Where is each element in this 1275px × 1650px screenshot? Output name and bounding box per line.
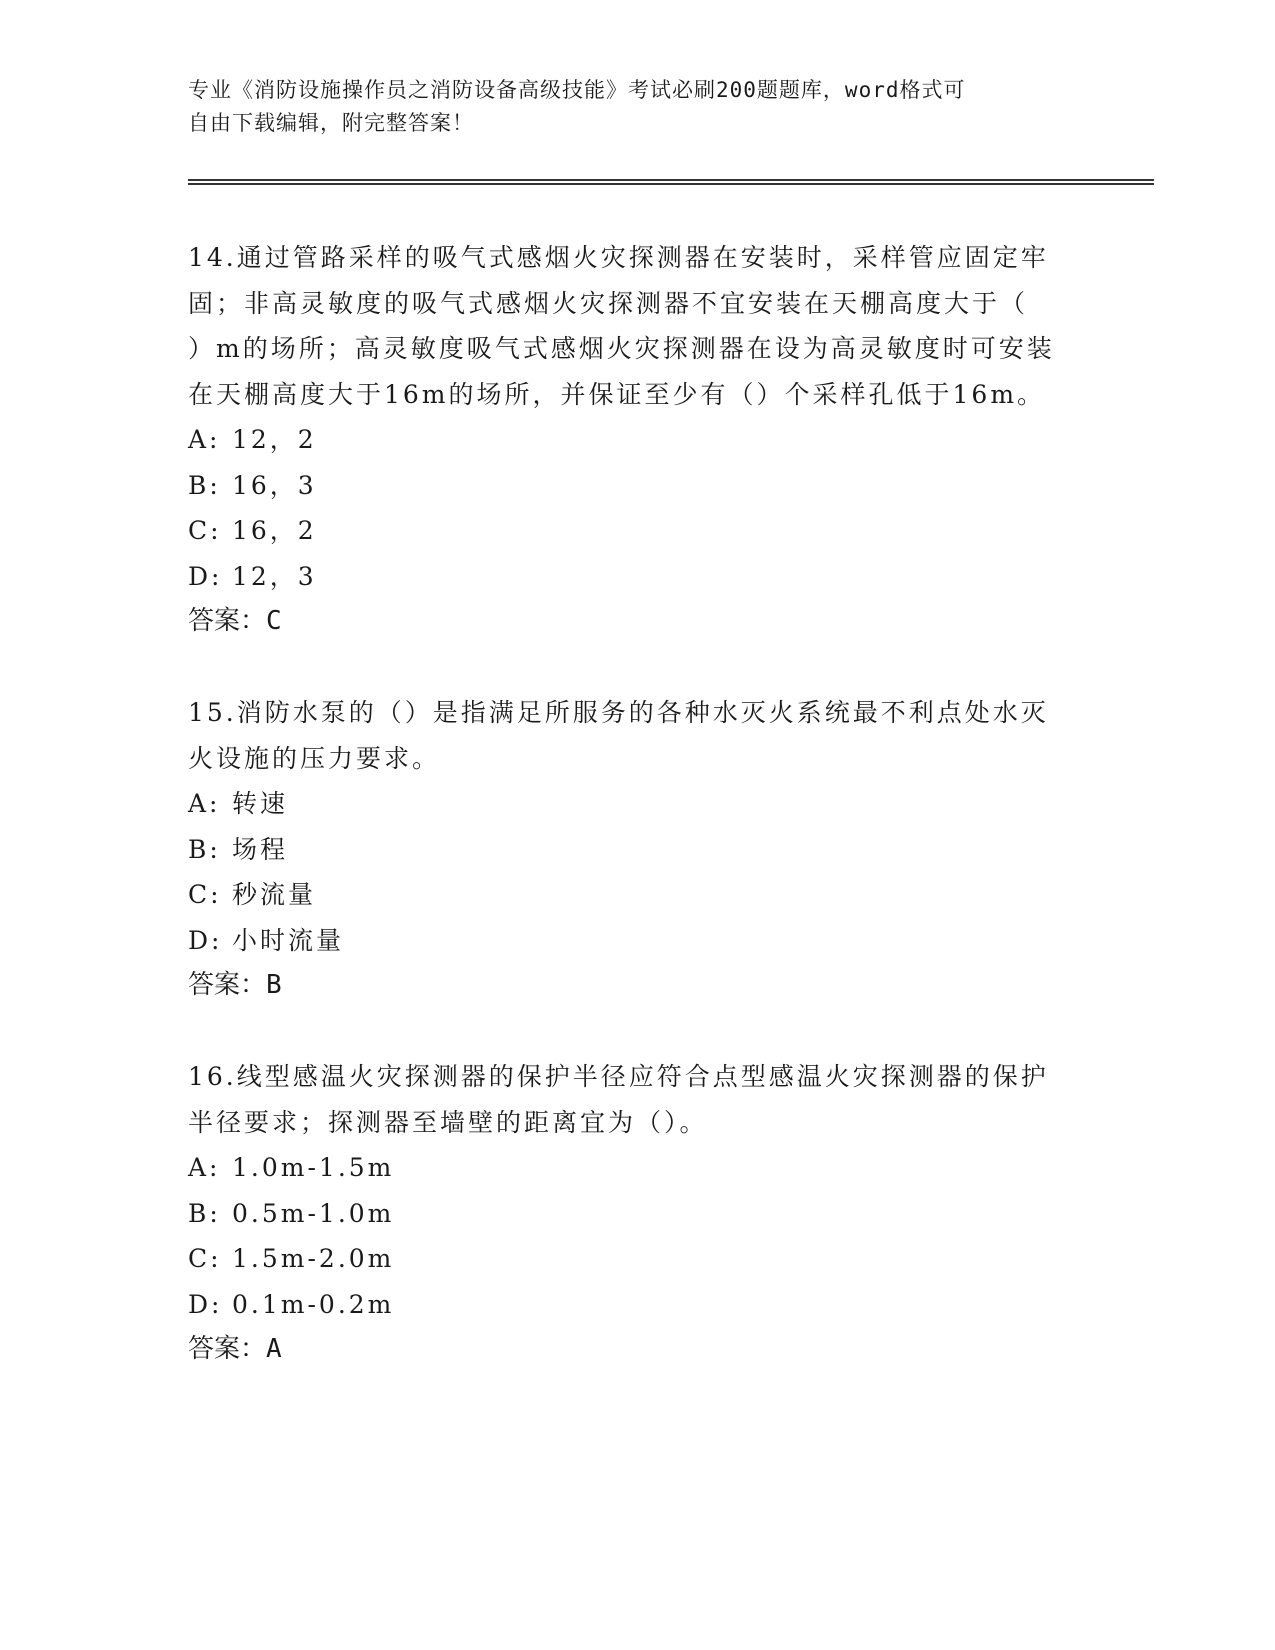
option-text: 小时流量	[232, 925, 345, 955]
option-c	[188, 508, 1088, 554]
option-text: 1.0m-1.5m	[232, 1153, 395, 1182]
option-letter: A:	[188, 425, 221, 454]
option-b	[188, 463, 1088, 509]
option-c	[188, 1236, 1088, 1282]
option-text: 秒流量	[232, 880, 317, 909]
stem-line: ）m的场所；高灵敏度吸气式感烟火灾探测器在设为高灵敏度时可安装	[188, 334, 1055, 363]
option-letter: A:	[188, 1153, 221, 1182]
option-d	[188, 1282, 1088, 1328]
stem-line: 16.线型感温火灾探测器的保护半径应符合点型感温火灾探测器的保护	[188, 1062, 1049, 1091]
option-a	[188, 1145, 1088, 1191]
option-text: 0.1m-0.2m	[232, 1289, 395, 1319]
stem-line: 半径要求；探测器至墙壁的距离宜为（）。	[188, 1107, 708, 1137]
option-d	[188, 918, 1088, 964]
document-header	[188, 74, 1088, 140]
question-14	[188, 235, 1088, 645]
header-line-1: 专业《消防设施操作员之消防设备高级技能》考试必刷200题题库，word格式可	[188, 78, 966, 102]
option-text: 12，2	[232, 425, 317, 454]
option-text: 16，2	[232, 516, 317, 545]
option-c	[188, 872, 1088, 918]
stem-line: 15.消防水泵的（）是指满足所服务的各种水灭火系统最不利点处水灭	[188, 698, 1049, 727]
stem-line: 14.通过管路采样的吸气式感烟火灾探测器在安装时，采样管应固定牢	[188, 243, 1049, 272]
option-text: 1.5m-2.0m	[232, 1244, 395, 1273]
option-letter: D:	[188, 1289, 223, 1319]
option-a	[188, 417, 1088, 463]
option-text: 12，3	[232, 561, 317, 591]
option-text: 场程	[232, 834, 289, 864]
answer-line: 答案：A	[188, 1334, 282, 1364]
option-letter: C:	[188, 1244, 222, 1273]
option-a	[188, 781, 1088, 827]
option-b	[188, 1191, 1088, 1237]
answer-line: 答案：C	[188, 606, 282, 636]
option-letter: C:	[188, 516, 222, 545]
option-text: 转速	[232, 789, 289, 818]
question-stem	[188, 690, 1088, 781]
stem-line: 固；非高灵敏度的吸气式感烟火灾探测器不宜安装在天棚高度大于（	[188, 288, 1029, 318]
answer-line: 答案：B	[188, 970, 282, 1000]
header-divider-bottom	[188, 183, 1154, 185]
option-letter: B:	[188, 470, 221, 500]
stem-line: 火设施的压力要求。	[188, 743, 441, 773]
option-letter: D:	[188, 925, 223, 955]
question-15	[188, 690, 1088, 1009]
option-text: 16，3	[232, 470, 317, 500]
option-letter: A:	[188, 789, 221, 818]
option-text: 0.5m-1.0m	[232, 1198, 395, 1228]
option-d	[188, 554, 1088, 600]
header-line-2: 自由下载编辑，附完整答案！	[188, 111, 474, 135]
header-divider-top	[188, 179, 1154, 181]
option-letter: B:	[188, 1198, 221, 1228]
question-16	[188, 1054, 1088, 1373]
question-stem	[188, 235, 1088, 417]
question-stem	[188, 1054, 1088, 1145]
option-letter: B:	[188, 834, 221, 864]
stem-line: 在天棚高度大于16m的场所，并保证至少有（）个采样孔低于16m。	[188, 379, 1046, 409]
option-b	[188, 827, 1088, 873]
option-letter: D:	[188, 561, 223, 591]
option-letter: C:	[188, 880, 222, 909]
